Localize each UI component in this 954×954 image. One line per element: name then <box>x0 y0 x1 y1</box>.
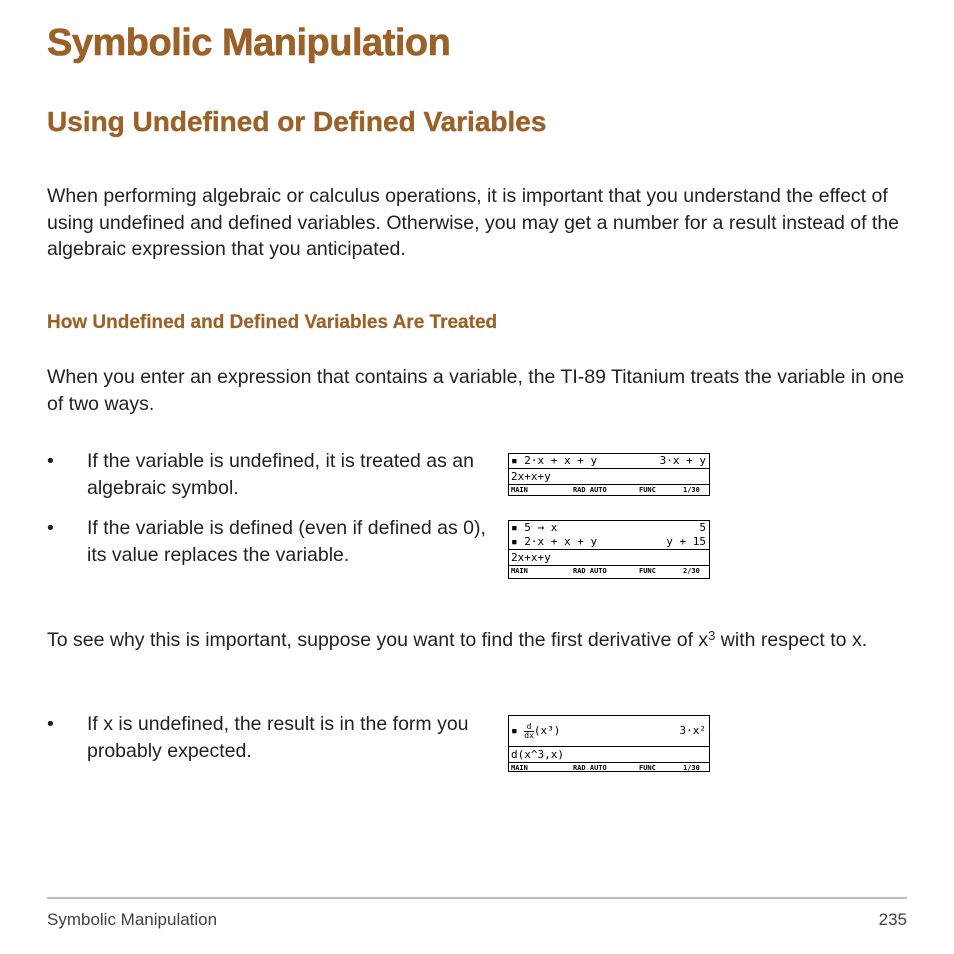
section-title: Using Undefined or Defined Variables <box>47 106 547 137</box>
subsection-title: How Undefined and Defined Variables Are Treated <box>47 312 498 333</box>
bullet-item-defined <box>47 515 497 571</box>
history-result: 3·x² <box>679 724 706 737</box>
history-line <box>509 454 709 468</box>
history-input <box>511 716 560 746</box>
status-bar <box>509 484 709 495</box>
status-type: FUNC <box>639 764 656 772</box>
fraction-numerator: d <box>524 723 534 732</box>
status-angle: RAD AUTO <box>573 764 607 772</box>
bullet-item-undefined <box>47 448 497 504</box>
status-angle: RAD AUTO <box>573 567 607 575</box>
status-mode: MAIN <box>511 486 528 494</box>
fraction-denominator: dx <box>524 730 534 740</box>
history-line <box>509 535 709 549</box>
status-mode: MAIN <box>511 567 528 575</box>
history-result: y + 15 <box>666 535 706 548</box>
intro-paragraph: When performing algebraic or calculus operations, it is important that you understand the effect of using undefined and defined variables. Otherwise, you may get a number for a result instead of the algebraic expression that you anticipated. <box>47 185 900 260</box>
derivative-fraction <box>524 723 534 740</box>
history-result: 3·x + y <box>659 454 706 467</box>
entry-line: 2x+x+y <box>509 468 709 484</box>
status-count: 2/30 <box>683 567 700 575</box>
entry-line: d(x^3,x) <box>509 746 709 762</box>
calculator-screen-3 <box>508 715 710 772</box>
status-mode: MAIN <box>511 764 528 772</box>
history-input: ▪ 5 → x <box>511 521 558 534</box>
calculator-screen-1 <box>508 453 710 496</box>
history-line <box>509 716 709 746</box>
history-result: 5 <box>699 521 706 534</box>
status-angle: RAD AUTO <box>573 486 607 494</box>
bullet-marker: • <box>47 450 54 472</box>
exponent: 3 <box>708 628 716 643</box>
history-line <box>509 521 709 535</box>
page-number: 235 <box>878 910 907 929</box>
bullet-item-x-undefined <box>47 711 497 767</box>
calculator-screen-2 <box>508 520 710 579</box>
footer-divider <box>47 897 907 899</box>
history-input-prefix: ▪ <box>511 724 518 737</box>
status-count: 1/30 <box>683 764 700 772</box>
status-bar <box>509 762 709 773</box>
entry-line: 2x+x+y <box>509 549 709 565</box>
bullet-text: If the variable is undefined, it is treated as an algebraic symbol. <box>87 450 474 499</box>
status-type: FUNC <box>639 567 656 575</box>
derivative-text-after: with respect to x. <box>715 629 868 651</box>
history-input: ▪ 2·x + x + y <box>511 535 598 548</box>
status-type: FUNC <box>639 486 656 494</box>
bullet-text: If x is undefined, the result is in the form you probably expected. <box>87 713 469 762</box>
derivative-paragraph <box>47 627 907 654</box>
derivative-text-before: To see why this is important, suppose you want to find the first derivative of x <box>47 629 709 651</box>
page-title: Symbolic Manipulation <box>47 22 451 64</box>
treat-paragraph: When you enter an expression that contains a variable, the TI-89 Titanium treats the variable in one of two ways. <box>47 366 905 415</box>
status-bar <box>509 565 709 576</box>
bullet-text: If the variable is defined (even if defined as 0), its value replaces the variable. <box>87 517 486 566</box>
footer-section-name: Symbolic Manipulation <box>47 910 218 929</box>
bullet-marker: • <box>47 517 54 539</box>
bullet-marker: • <box>47 713 54 735</box>
history-input: ▪ 2·x + x + y <box>511 454 598 467</box>
history-input-body: (x³) <box>533 724 561 737</box>
status-count: 1/30 <box>683 486 700 494</box>
